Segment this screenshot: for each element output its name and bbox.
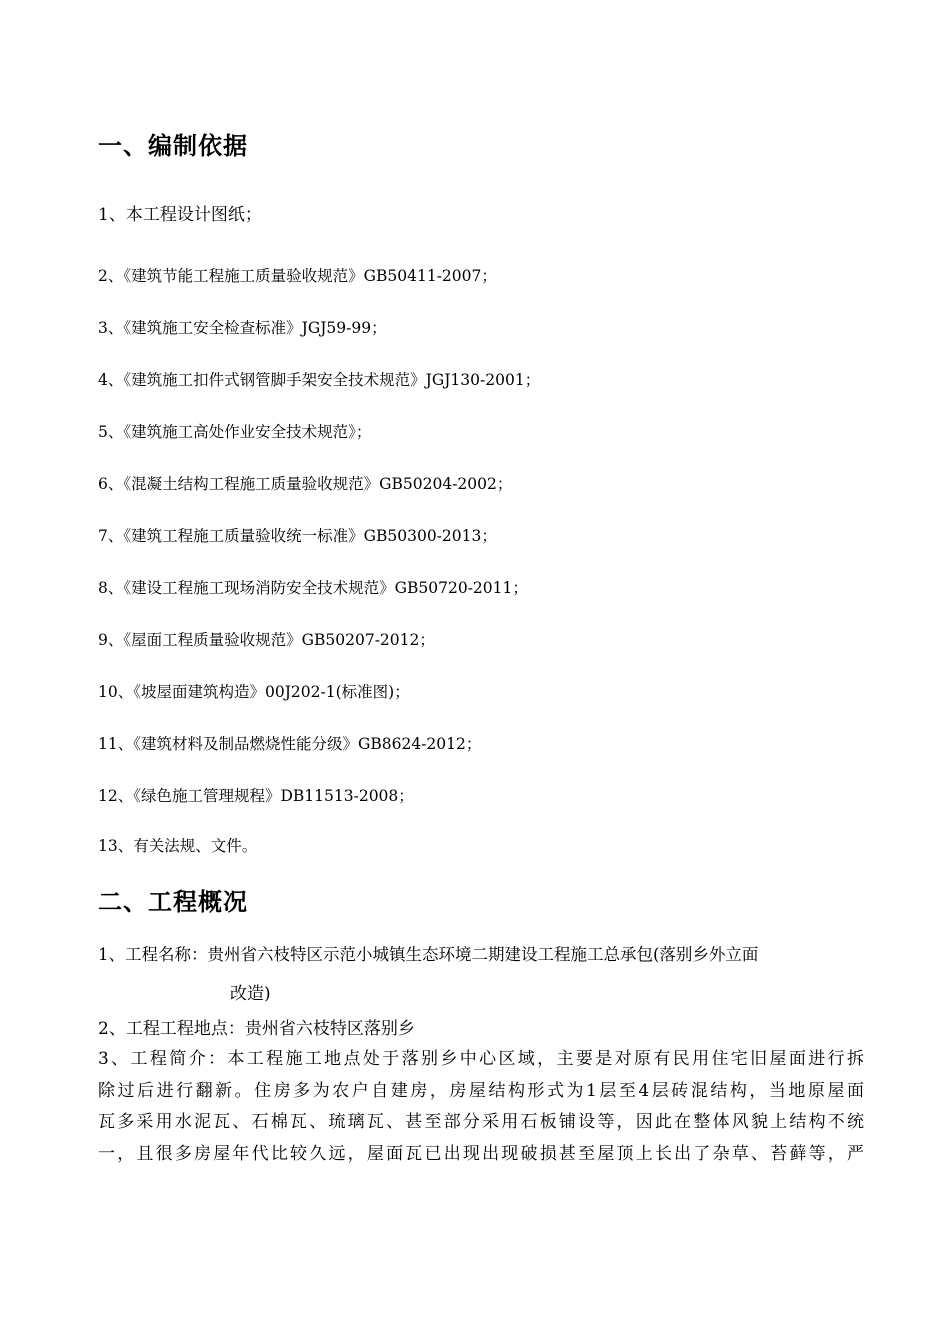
project-name-line: 1、工程名称：贵州省六枝特区示范小城镇生态环境二期建设工程施工总承包(落别乡外立面 [98,945,759,964]
basis-item: 5、《建筑施工高处作业安全技术规范》； [98,423,372,441]
intro-line: 除过后进行翻新。住房多为农户自建房，房屋结构形式为1层至4层砖混结构，当地原屋面 [98,1080,864,1101]
section-title-overview: 二、工程概况 [98,888,248,916]
intro-line: 3、工程简介：本工程施工地点处于落别乡中心区域，主要是对原有民用住宅旧屋面进行拆 [98,1049,864,1069]
basis-item: 7、《建筑工程施工质量验收统一标准》GB50300-2013； [98,527,497,545]
project-name-continuation: 改造) [230,984,271,1004]
basis-item: 9、《屋面工程质量验收规范》GB50207-2012； [98,631,435,649]
intro-line: 瓦多采用水泥瓦、石棉瓦、琉璃瓦、甚至部分采用石板铺设等，因此在整体风貌上结构不统 [98,1112,864,1132]
basis-item: 8、《建设工程施工现场消防安全技术规范》GB50720-2011； [98,579,528,597]
basis-item: 2、《建筑节能工程施工质量验收规范》GB50411-2007； [98,267,497,285]
intro-line: 一，且很多房屋年代比较久远，屋面瓦已出现出现破损甚至屋顶上长出了杂草、苔藓等，严 [98,1143,864,1164]
project-intro [98,1044,864,1170]
basis-item: 11、《建筑材料及制品燃烧性能分级》GB8624-2012； [98,735,482,753]
project-location: 2、工程工程地点：贵州省六枝特区落别乡 [98,1019,415,1039]
basis-item: 3、《建筑施工安全检查标准》JGJ59-99； [98,319,387,337]
basis-item: 1、本工程设计图纸； [98,205,262,225]
basis-item: 10、《坡屋面建筑构造》00J202-1(标准图)； [98,683,410,701]
section-title-basis: 一、编制依据 [98,132,248,160]
basis-item: 6、《混凝土结构工程施工质量验收规范》GB50204-2002； [98,475,513,493]
basis-item: 4、《建筑施工扣件式钢管脚手架安全技术规范》JGJ130-2001； [98,371,541,389]
basis-item: 13、有关法规、文件。 [98,837,258,855]
basis-item: 12、《绿色施工管理规程》DB11513-2008； [98,787,414,805]
